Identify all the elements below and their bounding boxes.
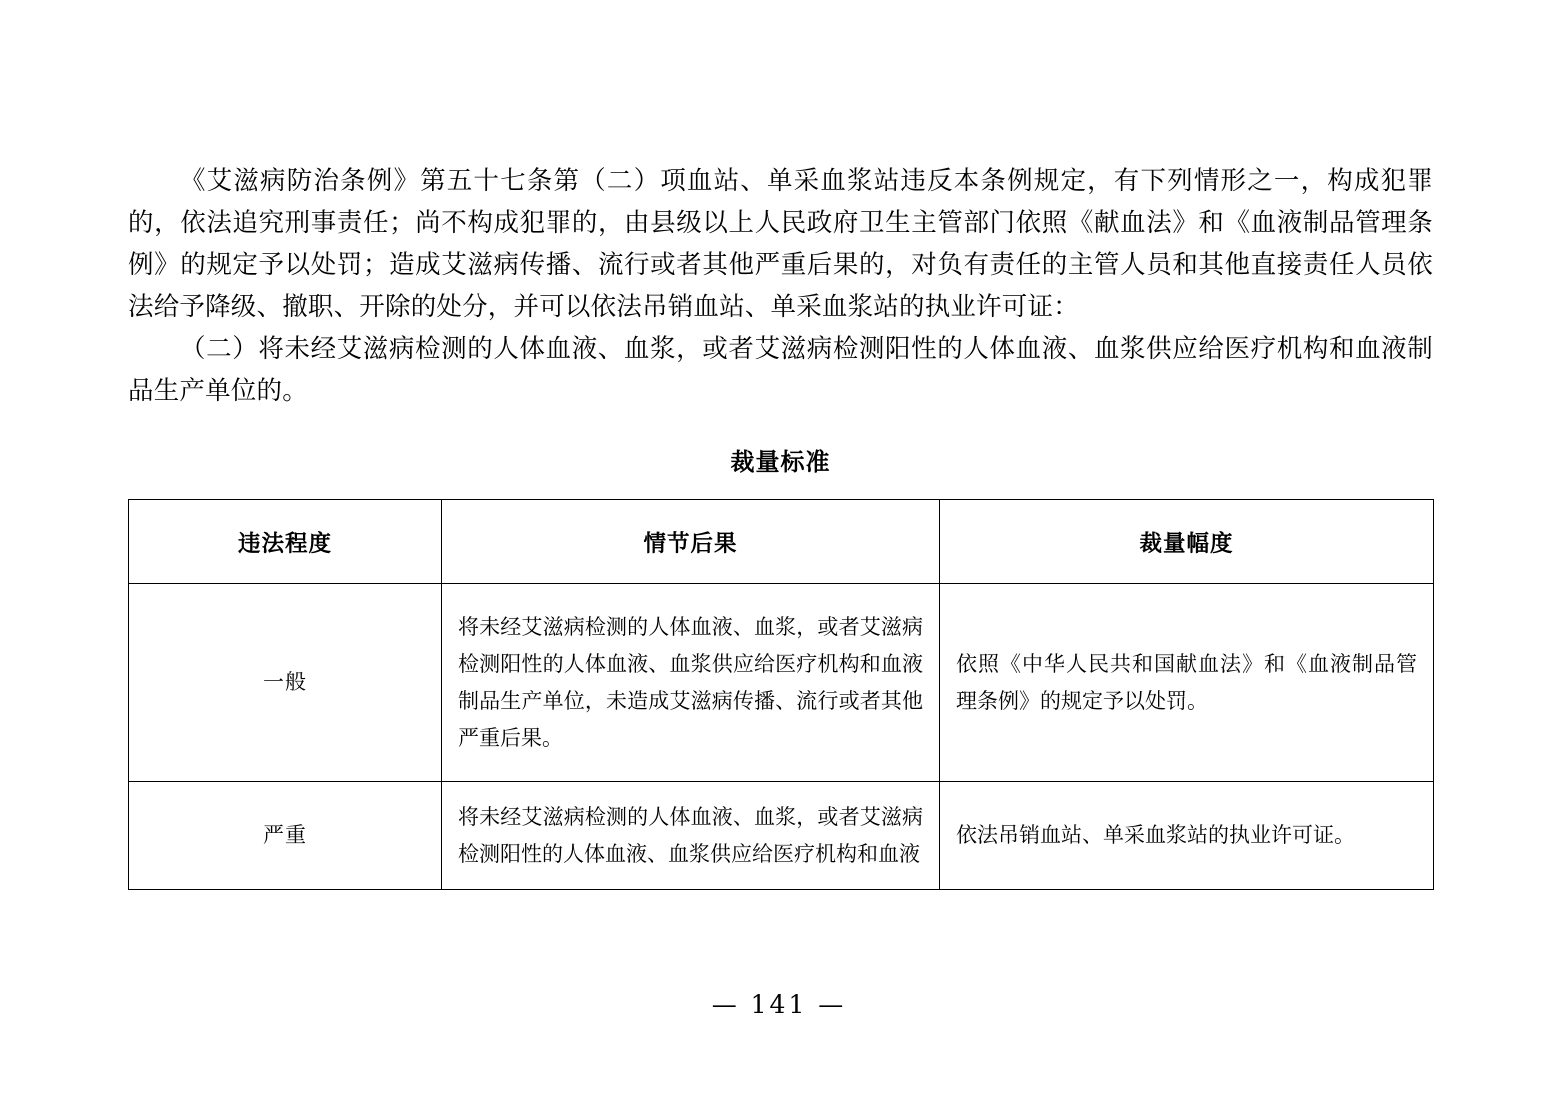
cell-discretion-serious: 依法吊销血站、单采血浆站的执业许可证。 <box>940 782 1434 890</box>
header-circumstance-consequence: 情节后果 <box>442 500 940 584</box>
section-title: 裁量标准 <box>730 448 831 476</box>
cell-level-serious: 严重 <box>129 782 442 890</box>
cell-discretion-general: 依照《中华人民共和国献血法》和《血液制品管理条例》的规定予以处罚。 <box>940 584 1434 782</box>
table-header-row <box>129 500 1434 584</box>
cell-level-general: 一般 <box>129 584 442 782</box>
header-violation-level: 违法程度 <box>129 500 442 584</box>
paragraph-regulation: 《艾滋病防治条例》第五十七条第（二）项血站、单采血浆站违反本条例规定，有下列情形之一，构成犯罪的，依法追究刑事责任；尚不构成犯罪的，由县级以上人民政府卫生主管部门依照《献血法》和《血液制品管理条例》的规定予以处罚；造成艾滋病传播、流行或者其他严重后果的，对负有责任的主管人员和其他直接责任人员依法给予降级、撤职、开除的处分，并可以依法吊销血站、单采血浆站的执业许可证： <box>128 166 1433 322</box>
page-number: — 141 — <box>711 990 847 1019</box>
document-content <box>128 160 1433 890</box>
table-row <box>129 584 1434 782</box>
cell-circumstance-serious: 将未经艾滋病检测的人体血液、血浆，或者艾滋病检测阳性的人体血液、血浆供应给医疗机构和血液 <box>442 782 940 890</box>
table-row <box>129 782 1434 890</box>
discretion-standards-table <box>128 499 1434 890</box>
cell-circumstance-general: 将未经艾滋病检测的人体血液、血浆，或者艾滋病检测阳性的人体血液、血浆供应给医疗机构和血液制品生产单位，未造成艾滋病传播、流行或者其他严重后果。 <box>442 584 940 782</box>
header-discretion-range: 裁量幅度 <box>940 500 1434 584</box>
paragraph-clause-two: （二）将未经艾滋病检测的人体血液、血浆，或者艾滋病检测阳性的人体血液、血浆供应给医疗机构和血液制品生产单位的。 <box>128 334 1433 406</box>
